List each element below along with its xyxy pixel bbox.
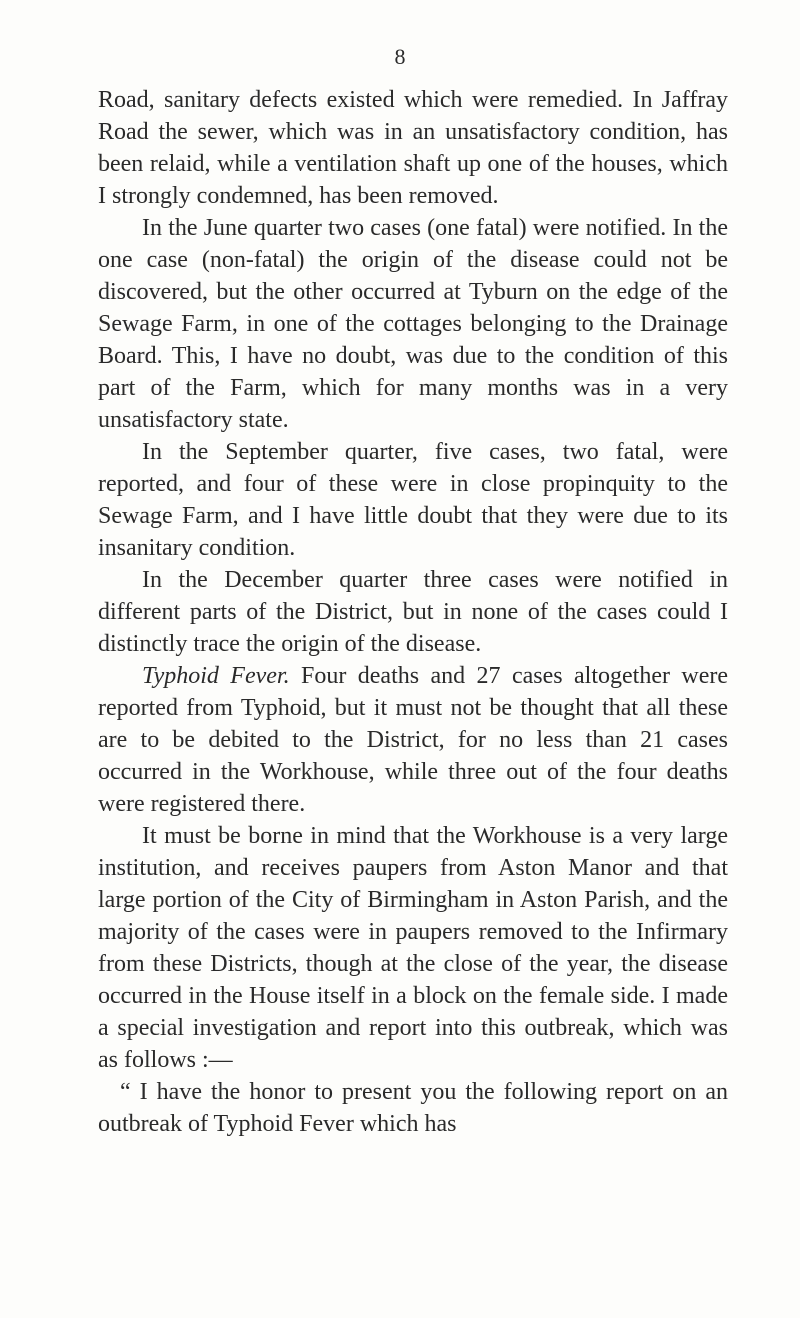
paragraph-text: In the June quarter two cases (one fatal) were notified. In the one case (non-fatal) the origin of the disease could not be discovered, but the other occurred at Tyburn on the edge of the Sewage Farm, in one of the cottages belonging to the Drainage Board. This, I have no doubt, was due to the condition of this part of the Farm, which for many months was in a very unsatisfactory state. [98,215,728,433]
paragraph [98,660,728,820]
paragraph-text: “ I have the honor to present you the following report on an outbreak of Typhoid Fever which has [98,1079,728,1137]
paragraph-text: In the September quarter, five cases, two fatal, were reported, and four of these were in close propinquity to the Sewage Farm, and I have little doubt that they were due to its insanitary condition. [98,439,728,561]
paragraph-text: Four deaths and 27 cases altogether were reported from Typhoid, but it must not be thought that all these are to be debited to the District, for no less than 21 cases occurred in the Workhouse, while three out of the four deaths were registered there. [98,663,728,817]
paragraph [98,436,728,564]
paragraph [98,84,728,212]
paragraph-text: In the December quarter three cases were notified in different parts of the District, but in none of the cases could I distinctly trace the origin of the disease. [98,567,728,657]
paragraph [98,564,728,660]
body-text [98,84,728,1140]
paragraph [98,1076,728,1140]
paragraph [98,820,728,1076]
page-number: 8 [394,44,406,69]
paragraph-text: Road, sanitary defects existed which were remedied. In Jaffray Road the sewer, which was in an unsatisfactory condition, has been relaid, while a ventilation shaft up one of the houses, which I strongly condemned, has been removed. [98,87,728,209]
paragraph-text: It must be borne in mind that the Workhouse is a very large institution, and receives paupers from Aston Manor and that large portion of the City of Birmingham in Aston Parish, and the majority of the cases were in paupers removed to the Infirmary from these Districts, though at the close of the year, the disease occurred in the House itself in a block on the female side. I made a special investigation and report into this outbreak, which was as follows :— [98,823,728,1073]
section-heading: Typhoid Fever. [142,663,290,689]
paragraph [98,212,728,436]
